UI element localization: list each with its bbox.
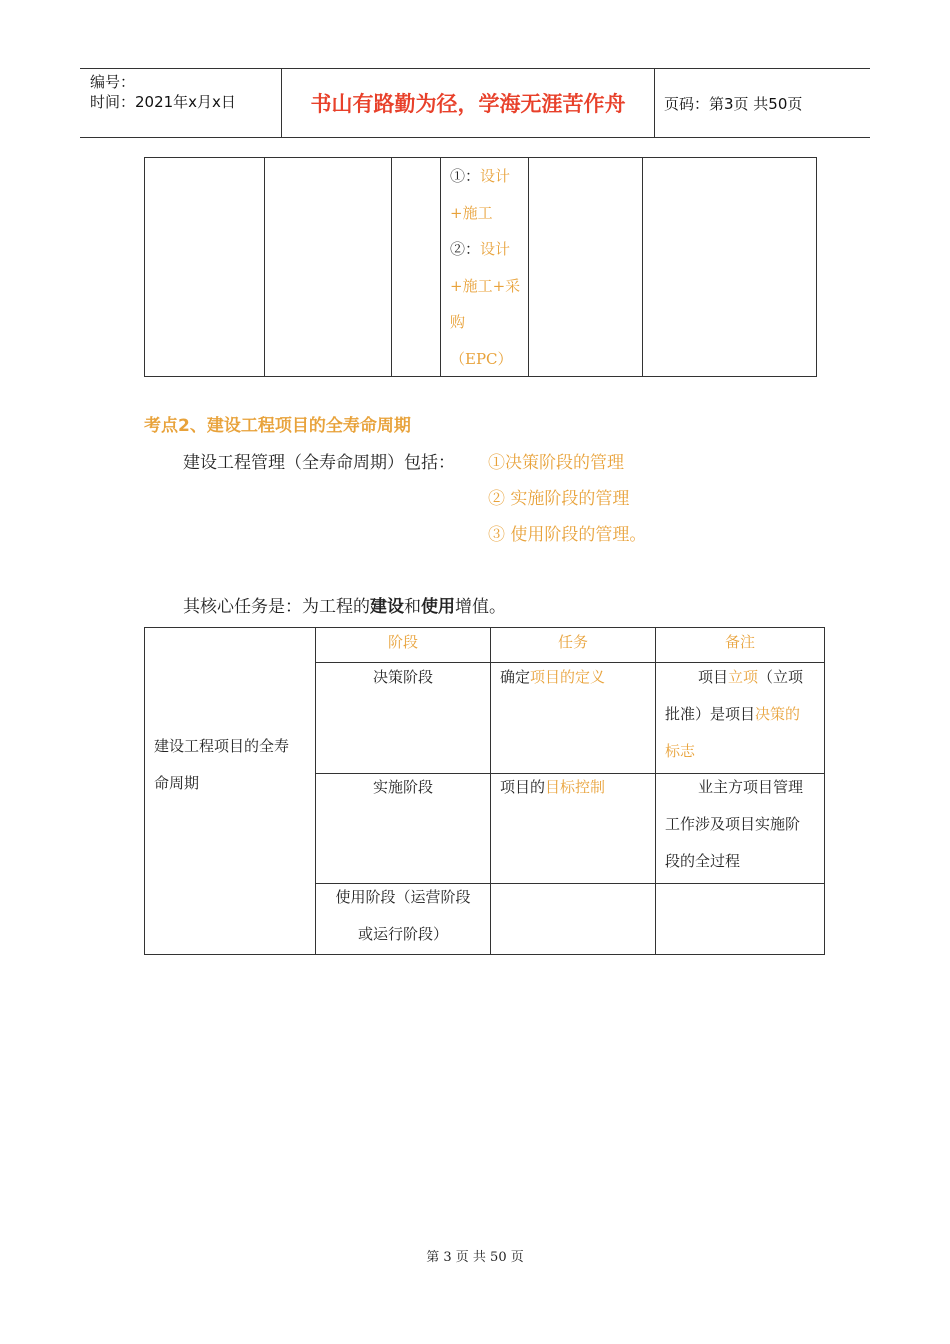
header-divider bbox=[654, 69, 655, 137]
lifecycle-table bbox=[144, 627, 825, 955]
table-divider bbox=[264, 158, 265, 376]
core-task-text: 其核心任务是：为工程的建设和使用增值。 bbox=[183, 597, 506, 617]
task-cell: 项目的目标控制 bbox=[500, 778, 606, 796]
page-footer: 第 3 页 共 50 页 bbox=[426, 1250, 524, 1265]
core-keyword: 建设 bbox=[370, 597, 404, 617]
header-task: 任务 bbox=[557, 633, 588, 651]
stage-cell: 实施阶段 bbox=[372, 778, 433, 796]
intro-text: 建设工程管理（全寿命周期）包括： bbox=[183, 453, 455, 473]
doc-date-label: 时间：2021年x月x日 bbox=[90, 93, 236, 111]
lifecycle-label-line: 建设工程项目的全寿 bbox=[154, 737, 290, 755]
header-page-label: 页码：第3页 共50页 bbox=[664, 95, 803, 113]
page-header bbox=[80, 68, 870, 138]
header-meta bbox=[90, 72, 236, 112]
header-stage: 阶段 bbox=[387, 633, 418, 651]
doc-number-label: 编号： bbox=[90, 73, 136, 91]
phase-item: ①决策阶段的管理 bbox=[488, 453, 624, 473]
table-divider bbox=[490, 628, 491, 954]
lifecycle-label bbox=[154, 728, 314, 802]
phase-item: ③ 使用阶段的管理。 bbox=[488, 525, 647, 545]
note-cell: 项目立项（立项 批准）是项目决策的 标志 bbox=[665, 668, 804, 760]
contract-mode-line: +施工+采 bbox=[450, 276, 521, 295]
note-cell: 业主方项目管理 工作涉及项目实施阶 段的全过程 bbox=[665, 778, 804, 870]
contract-mode-line: 购 bbox=[450, 313, 466, 331]
lifecycle-label-line: 命周期 bbox=[154, 774, 200, 792]
stage-cell: 决策阶段 bbox=[372, 668, 433, 686]
contract-mode-line: +施工 bbox=[450, 203, 493, 222]
contract-mode-cell bbox=[450, 158, 530, 377]
table-divider bbox=[655, 628, 656, 954]
stage-cell: 使用阶段（运营阶段 或运行阶段） bbox=[335, 888, 471, 943]
table-divider bbox=[642, 158, 643, 376]
contract-mode-line: ①：设计 bbox=[450, 167, 511, 185]
header-note: 备注 bbox=[724, 633, 755, 651]
section-heading: 考点2、建设工程项目的全寿命周期 bbox=[144, 416, 411, 436]
core-keyword: 使用 bbox=[421, 597, 455, 617]
contract-mode-line: ②：设计 bbox=[450, 240, 511, 258]
table-divider bbox=[391, 158, 392, 376]
table-divider bbox=[440, 158, 441, 376]
task-cell: 确定项目的定义 bbox=[500, 668, 606, 686]
header-motto: 书山有路勤为径，学海无涯苦作舟 bbox=[310, 91, 626, 116]
contract-mode-line: （EPC） bbox=[450, 349, 513, 368]
phase-item: ② 实施阶段的管理 bbox=[488, 489, 630, 509]
contract-table-continued bbox=[144, 157, 817, 377]
